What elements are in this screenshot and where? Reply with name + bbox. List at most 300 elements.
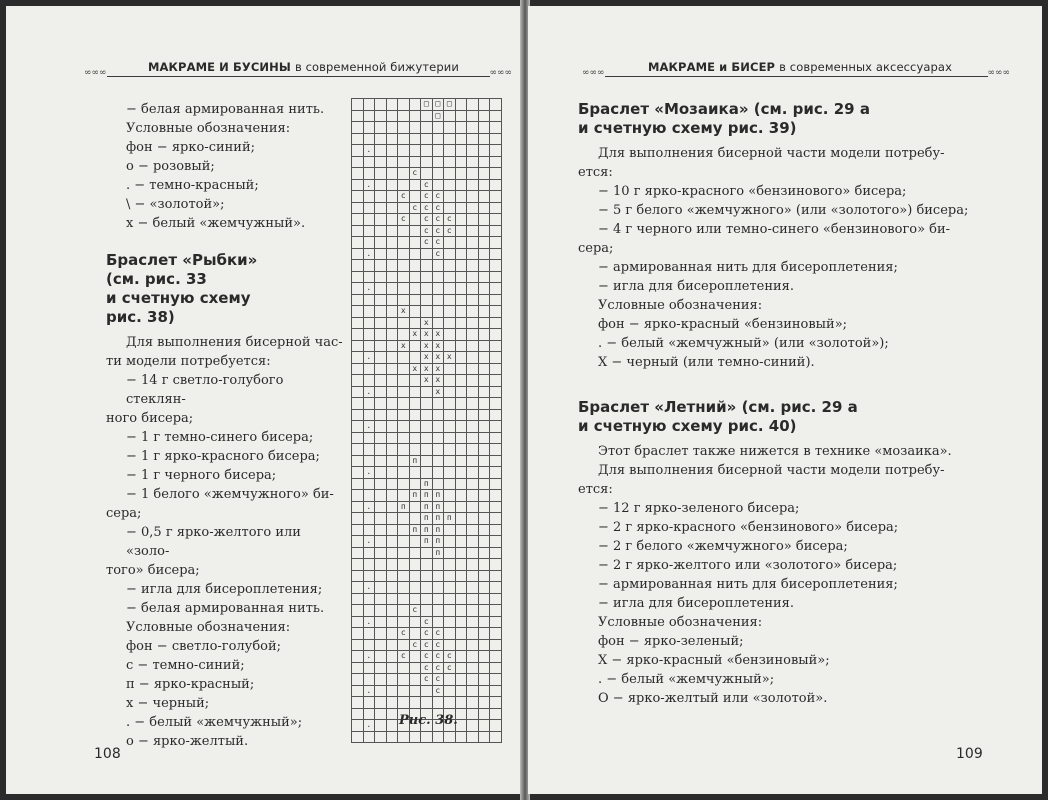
running-head-right	[648, 60, 952, 74]
grid-cell	[375, 386, 387, 398]
grid-cell	[444, 731, 456, 743]
grid-cell	[386, 421, 398, 433]
grid-cell	[455, 731, 467, 743]
grid-cell	[375, 122, 387, 134]
grid-cell	[375, 375, 387, 387]
grid-cell	[386, 639, 398, 651]
grid-row	[352, 501, 502, 513]
grid-cell	[409, 685, 421, 697]
grid-cell	[444, 363, 456, 375]
grid-cell	[467, 191, 479, 203]
grid-cell	[375, 133, 387, 145]
grid-cell	[352, 133, 364, 145]
grid-cell: .	[363, 352, 375, 364]
grid-cell	[398, 731, 410, 743]
grid-cell: x	[432, 340, 444, 352]
grid-cell	[432, 306, 444, 318]
grid-cell	[375, 467, 387, 479]
grid-cell	[375, 628, 387, 640]
text-line: ется:	[578, 482, 613, 497]
grid-cell	[352, 720, 364, 732]
text-line: Для выполнения бисерной час-	[126, 335, 343, 350]
grid-cell	[455, 237, 467, 249]
grid-cell	[467, 662, 479, 674]
grid-cell	[490, 639, 502, 651]
grid-cell	[409, 651, 421, 663]
grid-cell	[363, 708, 375, 720]
text-line: Браслет «Рыбки»	[106, 251, 258, 269]
grid-cell: x	[421, 352, 433, 364]
grid-cell	[386, 329, 398, 341]
grid-row	[352, 582, 502, 594]
section-heading-rybki	[106, 251, 346, 327]
grid-cell	[352, 570, 364, 582]
grid-cell	[467, 674, 479, 686]
grid-cell	[386, 260, 398, 272]
grid-cell	[444, 605, 456, 617]
grid-cell	[409, 547, 421, 559]
grid-cell	[363, 294, 375, 306]
grid-cell	[409, 536, 421, 548]
grid-cell	[375, 639, 387, 651]
grid-cell	[455, 329, 467, 341]
section-heading-letniy	[578, 398, 1018, 436]
grid-cell	[352, 432, 364, 444]
grid-cell	[455, 547, 467, 559]
text-line: х − черный;	[126, 696, 210, 711]
grid-cell	[352, 731, 364, 743]
grid-cell	[455, 145, 467, 157]
grid-cell	[444, 168, 456, 180]
grid-row	[352, 524, 502, 536]
grid-cell	[467, 720, 479, 732]
grid-row	[352, 628, 502, 640]
grid-cell	[455, 156, 467, 168]
grid-cell	[398, 375, 410, 387]
grid-cell	[375, 605, 387, 617]
figure-caption: Рис. 38.	[399, 713, 458, 728]
grid-cell	[352, 651, 364, 663]
grid-cell	[409, 283, 421, 295]
grid-cell	[409, 386, 421, 398]
grid-cell	[467, 133, 479, 145]
grid-cell	[352, 110, 364, 122]
grid-cell: c	[421, 237, 433, 249]
grid-cell	[409, 628, 421, 640]
grid-row	[352, 237, 502, 249]
grid-cell	[455, 306, 467, 318]
grid-cell	[444, 260, 456, 272]
grid-cell	[490, 582, 502, 594]
grid-cell	[375, 708, 387, 720]
grid-cell	[478, 478, 490, 490]
grid-cell	[375, 179, 387, 191]
grid-cell	[467, 651, 479, 663]
grid-cell	[455, 582, 467, 594]
grid-cell: c	[432, 202, 444, 214]
grid-cell	[386, 110, 398, 122]
grid-cell: x	[421, 363, 433, 375]
grid-cell	[409, 398, 421, 410]
grid-cell: п	[421, 524, 433, 536]
grid-cell	[478, 547, 490, 559]
grid-cell	[386, 582, 398, 594]
grid-cell	[467, 501, 479, 513]
grid-cell	[363, 547, 375, 559]
grid-cell	[398, 329, 410, 341]
grid-cell	[386, 386, 398, 398]
grid-cell	[352, 398, 364, 410]
grid-cell: c	[432, 225, 444, 237]
grid-cell	[375, 317, 387, 329]
grid-cell	[363, 455, 375, 467]
grid-cell	[478, 363, 490, 375]
grid-cell	[375, 214, 387, 226]
grid-cell	[409, 559, 421, 571]
grid-cell: x	[444, 352, 456, 364]
grid-cell: .	[363, 616, 375, 628]
grid-cell	[421, 398, 433, 410]
grid-cell	[444, 283, 456, 295]
grid-cell	[398, 513, 410, 525]
grid-cell	[490, 536, 502, 548]
grid-cell	[490, 110, 502, 122]
grid-cell	[386, 352, 398, 364]
grid-cell	[455, 674, 467, 686]
grid-cell	[421, 593, 433, 605]
grid-cell	[363, 628, 375, 640]
grid-cell	[444, 478, 456, 490]
grid-cell	[363, 225, 375, 237]
grid-cell	[398, 559, 410, 571]
grid-cell: c	[432, 237, 444, 249]
grid-cell	[490, 651, 502, 663]
grid-cell	[398, 352, 410, 364]
grid-cell: x	[432, 375, 444, 387]
grid-cell	[352, 685, 364, 697]
grid-row	[352, 651, 502, 663]
grid-cell	[363, 398, 375, 410]
grid-cell	[363, 524, 375, 536]
grid-cell	[467, 513, 479, 525]
grid-cell	[455, 421, 467, 433]
grid-cell	[409, 237, 421, 249]
grid-cell	[398, 179, 410, 191]
grid-cell	[455, 697, 467, 709]
grid-cell	[432, 605, 444, 617]
grid-cell	[386, 294, 398, 306]
grid-cell	[478, 110, 490, 122]
grid-cell	[409, 697, 421, 709]
grid-cell	[409, 156, 421, 168]
grid-cell: c	[444, 662, 456, 674]
grid-cell	[375, 237, 387, 249]
grid-cell	[398, 536, 410, 548]
grid-cell	[409, 214, 421, 226]
grid-cell: x	[421, 329, 433, 341]
grid-cell	[432, 168, 444, 180]
grid-cell	[490, 99, 502, 111]
grid-cell	[363, 363, 375, 375]
grid-cell	[467, 639, 479, 651]
grid-cell	[444, 294, 456, 306]
text-line: с − темно-синий;	[126, 658, 245, 673]
grid-cell	[398, 616, 410, 628]
grid-cell	[421, 283, 433, 295]
text-line: и счетную схему рис. 40)	[578, 417, 797, 435]
grid-cell: п	[444, 513, 456, 525]
grid-cell	[455, 202, 467, 214]
grid-cell	[421, 582, 433, 594]
grid-cell	[467, 409, 479, 421]
page-number-left: 108	[94, 746, 121, 762]
grid-cell	[352, 536, 364, 548]
grid-cell	[455, 99, 467, 111]
grid-cell	[409, 501, 421, 513]
grid-cell	[398, 202, 410, 214]
grid-cell	[386, 237, 398, 249]
text-line: − игла для бисероплетения.	[598, 596, 795, 611]
grid-cell	[352, 524, 364, 536]
grid-cell	[409, 444, 421, 456]
text-line: − 1 белого «жемчужного» би-	[126, 487, 334, 502]
running-head-left	[148, 60, 459, 74]
grid-cell	[444, 697, 456, 709]
text-line: − 12 г ярко-зеленого бисера;	[598, 501, 800, 516]
grid-cell: c	[432, 248, 444, 260]
grid-cell	[398, 260, 410, 272]
grid-cell	[352, 375, 364, 387]
header-title: МАКРАМЕ и БИСЕР	[648, 60, 776, 74]
text-line: − 14 г светло-голубого стеклян-	[126, 373, 284, 407]
grid-cell	[386, 179, 398, 191]
grid-cell	[455, 179, 467, 191]
section-mozaika-text	[578, 144, 1018, 372]
grid-cell	[467, 432, 479, 444]
grid-cell	[432, 455, 444, 467]
grid-cell	[363, 133, 375, 145]
grid-cell: п	[432, 501, 444, 513]
grid-cell	[386, 145, 398, 157]
grid-cell	[409, 191, 421, 203]
grid-cell	[432, 156, 444, 168]
grid-cell	[490, 501, 502, 513]
grid-cell	[478, 685, 490, 697]
text-line: − армированная нить для бисероплетения;	[598, 577, 898, 592]
grid-cell	[478, 409, 490, 421]
grid-cell	[352, 283, 364, 295]
grid-cell: c	[432, 685, 444, 697]
text-line: Х − ярко-красный «бензиновый»;	[598, 653, 830, 668]
grid-cell	[432, 593, 444, 605]
grid-cell	[455, 271, 467, 283]
grid-cell	[352, 490, 364, 502]
grid-cell	[455, 593, 467, 605]
grid-cell	[467, 375, 479, 387]
grid-cell	[363, 122, 375, 134]
grid-cell	[375, 478, 387, 490]
left-text-column	[106, 100, 346, 751]
text-line: − 2 г ярко-красного «бензинового» бисера;	[598, 520, 899, 535]
text-line: фон − ярко-зеленый;	[598, 634, 744, 649]
grid-cell	[432, 145, 444, 157]
grid-cell	[375, 363, 387, 375]
grid-cell	[490, 237, 502, 249]
grid-cell	[490, 628, 502, 640]
grid-cell: c	[432, 651, 444, 663]
grid-cell	[490, 524, 502, 536]
grid-cell: п	[409, 524, 421, 536]
grid-cell	[478, 421, 490, 433]
grid-cell	[375, 432, 387, 444]
text-line: фон − светло-голубой;	[126, 639, 282, 654]
grid-cell	[432, 294, 444, 306]
grid-cell	[421, 145, 433, 157]
grid-cell	[432, 616, 444, 628]
grid-cell	[386, 99, 398, 111]
grid-cell: п	[421, 478, 433, 490]
grid-cell	[421, 271, 433, 283]
grid-cell	[490, 731, 502, 743]
grid-cell	[490, 260, 502, 272]
grid-cell	[478, 248, 490, 260]
grid-cell	[363, 156, 375, 168]
grid-cell	[432, 283, 444, 295]
grid-cell	[363, 593, 375, 605]
grid-cell: c	[421, 214, 433, 226]
grid-cell	[455, 513, 467, 525]
grid-cell	[467, 455, 479, 467]
grid-cell	[467, 708, 479, 720]
grid-cell	[386, 306, 398, 318]
grid-cell	[409, 582, 421, 594]
grid-cell	[444, 467, 456, 479]
text-line: О − ярко-желтый или «золотой».	[598, 691, 828, 706]
grid-cell	[421, 168, 433, 180]
grid-cell	[421, 294, 433, 306]
grid-cell	[352, 306, 364, 318]
grid-cell	[352, 260, 364, 272]
grid-cell	[467, 214, 479, 226]
left-page	[6, 6, 522, 794]
grid-cell	[432, 398, 444, 410]
grid-cell	[444, 490, 456, 502]
grid-cell	[490, 398, 502, 410]
grid-cell	[490, 317, 502, 329]
grid-cell	[421, 570, 433, 582]
grid-cell	[455, 685, 467, 697]
grid-cell	[478, 582, 490, 594]
grid-cell	[409, 99, 421, 111]
grid-cell	[375, 191, 387, 203]
grid-cell	[444, 432, 456, 444]
grid-cell	[490, 386, 502, 398]
grid-cell	[386, 225, 398, 237]
grid-cell	[478, 306, 490, 318]
grid-cell	[409, 260, 421, 272]
grid-cell: □	[432, 110, 444, 122]
header-ornament	[586, 76, 1006, 85]
grid-cell	[352, 386, 364, 398]
grid-cell	[478, 202, 490, 214]
grid-cell	[467, 616, 479, 628]
grid-cell: п	[421, 513, 433, 525]
grid-cell	[409, 145, 421, 157]
grid-row	[352, 214, 502, 226]
text-line: ти модели потребуется:	[106, 354, 271, 369]
text-line: − 1 г темно-синего бисера;	[126, 430, 314, 445]
grid-cell	[455, 536, 467, 548]
grid-cell	[467, 340, 479, 352]
grid-cell: c	[432, 191, 444, 203]
grid-cell	[455, 340, 467, 352]
grid-row	[352, 547, 502, 559]
section-letniy-text	[578, 442, 1018, 708]
grid-cell	[375, 271, 387, 283]
grid-cell	[375, 685, 387, 697]
grid-cell	[363, 490, 375, 502]
grid-cell	[455, 283, 467, 295]
text-line: того» бисера;	[106, 563, 200, 578]
grid-cell	[386, 547, 398, 559]
text-line: Условные обозначения:	[126, 121, 291, 136]
grid-cell	[490, 306, 502, 318]
grid-cell	[432, 582, 444, 594]
grid-cell	[478, 605, 490, 617]
grid-row	[352, 99, 502, 111]
grid-cell	[421, 122, 433, 134]
grid-cell	[375, 283, 387, 295]
grid-cell: .	[363, 685, 375, 697]
grid-cell	[375, 547, 387, 559]
grid-cell	[398, 432, 410, 444]
grid-row	[352, 674, 502, 686]
grid-cell	[363, 168, 375, 180]
grid-cell: .	[363, 145, 375, 157]
grid-row	[352, 133, 502, 145]
grid-cell	[409, 133, 421, 145]
grid-cell	[375, 444, 387, 456]
grid-cell	[478, 559, 490, 571]
grid-cell	[444, 156, 456, 168]
grid-row	[352, 731, 502, 743]
grid-cell: x	[409, 329, 421, 341]
grid-cell	[490, 294, 502, 306]
grid-cell	[478, 260, 490, 272]
grid-row	[352, 317, 502, 329]
grid-cell	[386, 363, 398, 375]
grid-cell	[409, 122, 421, 134]
grid-row	[352, 156, 502, 168]
grid-cell	[490, 708, 502, 720]
grid-cell	[363, 444, 375, 456]
grid-cell	[455, 524, 467, 536]
grid-cell: c	[398, 214, 410, 226]
grid-cell	[490, 720, 502, 732]
grid-cell	[421, 110, 433, 122]
grid-cell	[455, 616, 467, 628]
grid-cell	[363, 202, 375, 214]
grid-cell: .	[363, 501, 375, 513]
grid-cell	[375, 513, 387, 525]
grid-cell	[490, 340, 502, 352]
grid-cell	[444, 685, 456, 697]
grid-cell	[444, 444, 456, 456]
grid-row	[352, 490, 502, 502]
grid-cell	[352, 145, 364, 157]
grid-cell	[444, 375, 456, 387]
grid-cell	[455, 363, 467, 375]
